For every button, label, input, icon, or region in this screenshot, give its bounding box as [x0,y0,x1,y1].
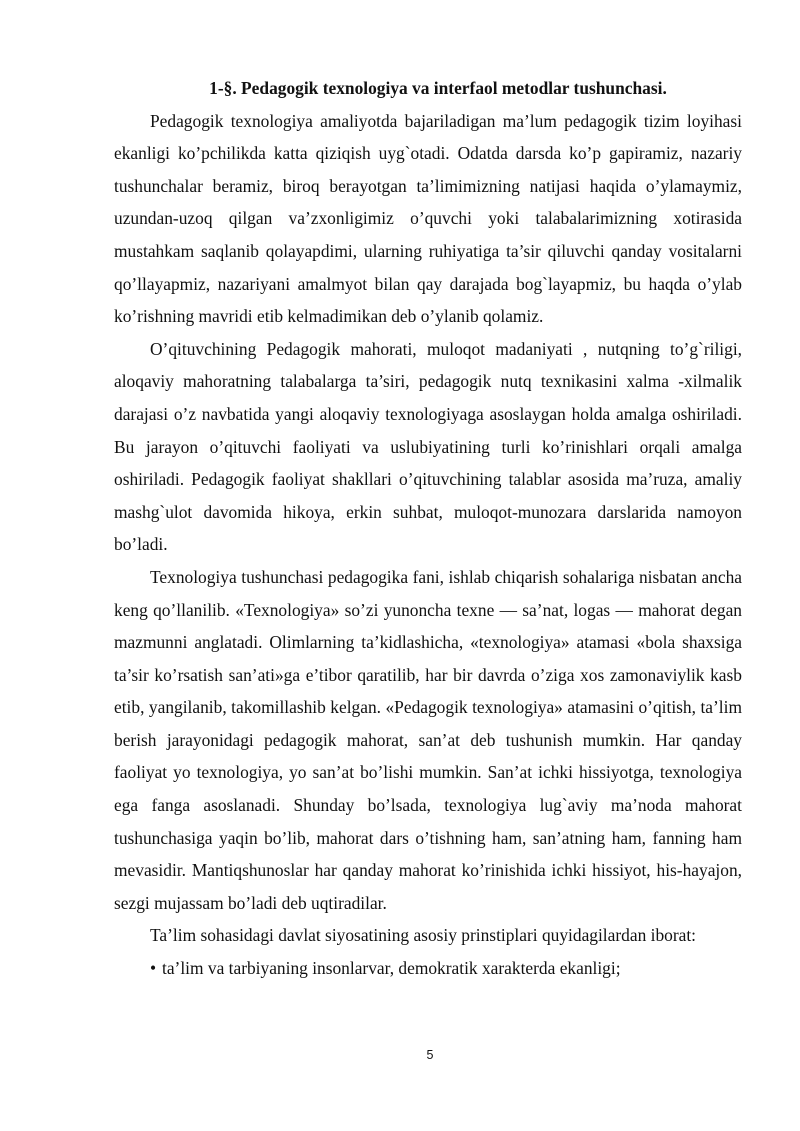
paragraph-1: Pedagogik texnologiya amaliyotda bajariladigan ma’lum pedagogik tizim loyihasi ekanligi ko’pchilikda katta qiziqish uyg`otadi. Odatda darsda ko’p gapiramiz, nazariy tushunchalar beramiz, biroq berayotgan ta’limimizning natijasi haqida o’ylamaymiz, uzundan-uzoq qilgan va’zxonligimiz o’quvchi yoki talabalarimizning xotirasida mustahkam saqlanib qolayapdimi, ularning ruhiyatiga ta’sir qiluvchi qanday vositalarni qo’llayapmiz, nazariyani amalmyot bilan qay darajada bog`layapmiz, bu haqda o’ylab ko’rishning mavridi etib kelmadimikan deb o’ylanib qolamiz. [114,110,742,327]
bullet-item [114,952,742,985]
bullet-icon: • [150,958,157,979]
paragraph-4: Ta’lim sohasidagi davlat siyosatining asosiy prinstiplari quyidagilardan iborat: [150,925,697,946]
paragraph-2: O’qituvchining Pedagogik mahorati, muloqot madaniyati , nutqning to’g`riligi, aloqaviy mahoratning talabalarga ta’siri, pedagogik nutq texnikasini xalma -xilmalik darajasi o’z navbatida yangi aloqaviy texnologiyaga asoslaygan holda amalga oshiriladi. Bu jarayon o’qituvchi faoliyati va uslubiyatining turli ko’rinishlari orqali amalga oshiriladi. Pedagogik faoliyat shakllari o’qituvchining talablar asosida ma’ruza, amaliy mashg`ulot davomida hikoya, erkin suhbat, muloqot-munozara darslarida namoyon bo’ladi. [114,338,742,555]
page-content [114,72,742,985]
page-number: 5 [426,1048,434,1062]
section-title: 1-§. Pedagogik texnologiya va interfaol metodlar tushunchasi. [209,78,667,98]
paragraph-3: Texnologiya tushunchasi pedagogika fani, ishlab chiqarish sohalariga nisbatan ancha keng qo’llanilib. «Texnologiya» so’zi yunoncha texne — sa’nat, logas — mahorat degan mazmunni anglatadi. Olimlarning ta’kidlashicha, «texnologiya» atamasi «bola shaxsiga ta’sir ko’rsatish san’ati»ga e’tibor qaratilib, har bir davrda o’ziga xos zamonaviylik kasb etib, yangilanib, takomillashib kelgan. «Pedagogik texnologiya» atamasini o’qitish, ta’lim berish jarayonidagi pedagogik mahorat, san’at deb tushunish mumkin. Har qanday faoliyat yo texnologiya, yo san’at bo’lishi mumkin. San’at ichki hissiyotga, texnologiya ega fanga asoslanadi. Shunday bo’lsada, texnologiya lug`aviy ma’noda mahorat tushunchasiga yaqin bo’lib, mahorat dars o’tishning ham, san’atning ham, fanning ham mevasidir. Mantiqshunoslar har qanday mahorat ko’rinishida ichki hissiyot, his-hayajon, sezgi mujassam bo’ladi deb uqtiradilar. [114,566,742,913]
bullet-text: ta’lim va tarbiyaning insonlarvar, demokratik xarakterda ekanligi; [162,958,621,979]
